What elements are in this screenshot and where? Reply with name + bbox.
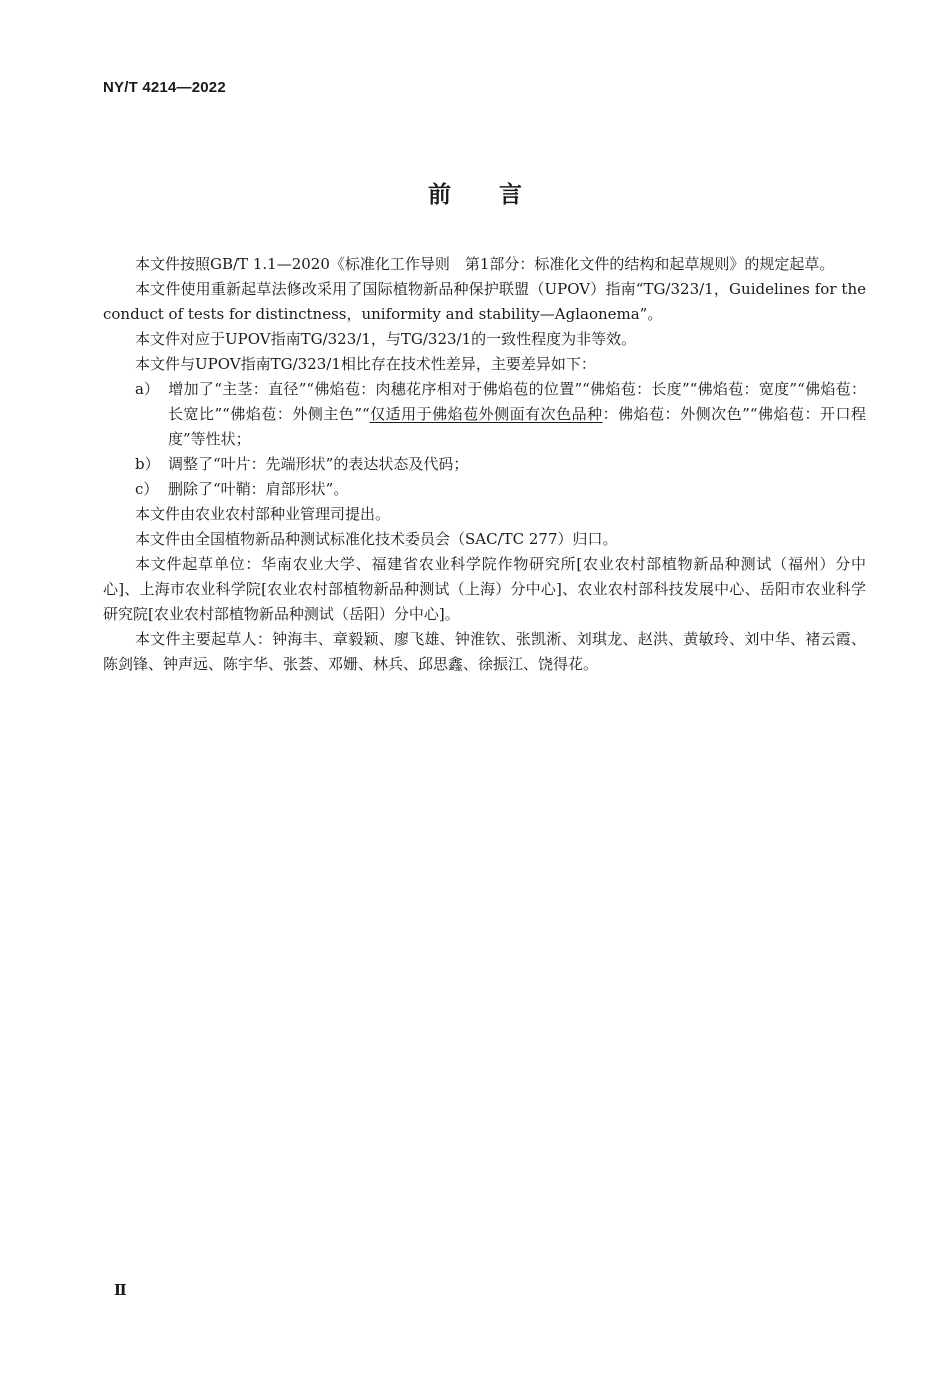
list-item-b (103, 452, 866, 477)
list-marker: b） (135, 455, 160, 473)
paragraph-committee: 本文件由全国植物新品种测试标准化技术委员会（SAC/TC 277）归口。 (135, 530, 618, 548)
paragraph-drafters: 本文件主要起草人：钟海丰、章毅颖、廖飞雄、钟淮钦、张凯淅、刘琪龙、赵洪、黄敏玲、刘中华、褚云霞、陈剑锋、钟声远、陈宇华、张荟、邓姗、林兵、邱思鑫、徐振江、饶得花。 (103, 630, 866, 673)
paragraph-proposer: 本文件由农业农村部种业管理司提出。 (135, 505, 391, 523)
list-item-text: ：佛焰苞：外侧次色”“佛焰苞：开口程度”等性状； (168, 405, 866, 448)
document-number: NY/T 4214—2022 (103, 79, 226, 96)
underlined-text: 仅适用于佛焰苞外侧面有次色品种 (369, 405, 603, 423)
list-item-text: 删除了“叶鞘：肩部形状”。 (168, 480, 349, 498)
list-item-text: 增加了“主茎：直径”“佛焰苞：肉穗花序相对于佛焰苞的位置”“佛焰苞：长度”“佛焰苞：宽度”“佛焰苞：长宽比”“佛焰苞：外侧主色”“ (168, 380, 866, 423)
paragraph-upov-adoption: 本文件使用重新起草法修改采用了国际植物新品种保护联盟（UPOV）指南“TG/323/1，Guidelines for the conduct of tests for distinctness，uniformity and stability—Aglaonema”。 (103, 280, 866, 323)
paragraph-drafting-units: 本文件起草单位：华南农业大学、福建省农业科学院作物研究所[农业农村部植物新品种测试（福州）分中心]、上海市农业科学院[农业农村部植物新品种测试（上海）分中心]、农业农村部科技发展中心、岳阳市农业科学研究院[农业农村部植物新品种测试（岳阳）分中心]。 (103, 555, 866, 623)
list-marker: a） (135, 380, 159, 398)
paragraph-consistency: 本文件对应于UPOV指南TG/323/1，与TG/323/1的一致性程度为非等效。 (135, 330, 637, 348)
list-item-c (103, 477, 866, 502)
paragraph-drafting-rules: 本文件按照GB/T 1.1—2020《标准化工作导则 第1部分：标准化文件的结构和起草规则》的规定起草。 (135, 255, 835, 273)
list-item-a (103, 377, 866, 452)
list-item-text: 调整了“叶片：先端形状”的表达状态及代码； (168, 455, 469, 473)
page-number: Ⅱ (114, 1281, 127, 1299)
paragraph-differences-intro: 本文件与UPOV指南TG/323/1相比存在技术性差异，主要差异如下： (135, 355, 596, 373)
page-title: 前言 (428, 181, 570, 208)
list-marker: c） (135, 480, 159, 498)
document-body (103, 252, 866, 677)
